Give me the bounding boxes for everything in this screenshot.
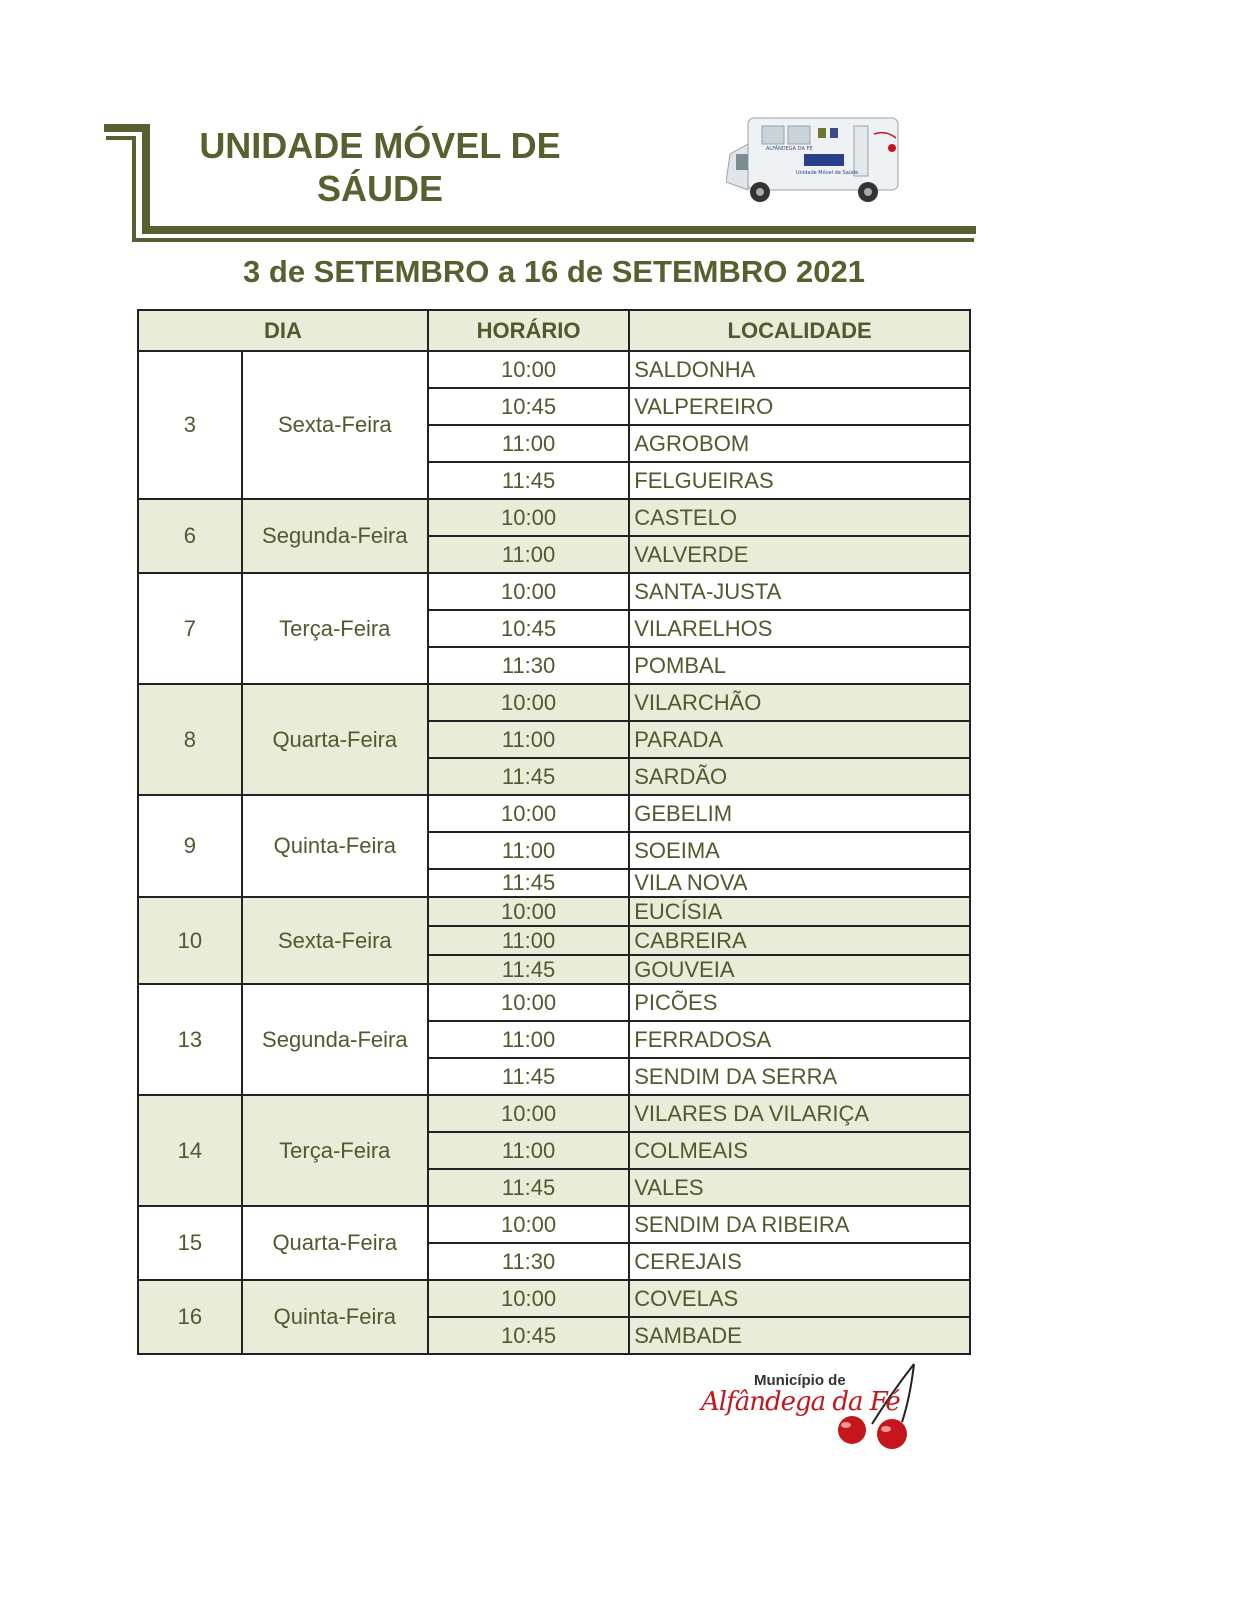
van-label: ALFÂNDEGA DA FÉ [766,146,813,152]
table-row [138,795,970,832]
location-cell: VILARCHÃO [629,684,970,721]
location-cell: PICÕES [629,984,970,1021]
day-number-cell: 10 [138,897,242,984]
time-cell: 11:00 [428,926,629,955]
location-cell: SOEIMA [629,832,970,869]
day-number-cell: 6 [138,499,242,573]
location-cell: GOUVEIA [629,955,970,984]
weekday-cell: Terça-Feira [242,573,428,684]
time-cell: 11:45 [428,869,629,897]
location-cell: VILARES DA VILARIÇA [629,1095,970,1132]
location-cell: FERRADOSA [629,1021,970,1058]
time-cell: 10:00 [428,1095,629,1132]
location-cell: COVELAS [629,1280,970,1317]
table-row [138,897,970,926]
time-cell: 11:00 [428,832,629,869]
time-cell: 10:45 [428,388,629,425]
location-cell: GEBELIM [629,795,970,832]
time-cell: 11:00 [428,1132,629,1169]
time-cell: 11:00 [428,1021,629,1058]
day-number-cell: 15 [138,1206,242,1280]
day-number-cell: 7 [138,573,242,684]
table-row [138,499,970,536]
location-cell: AGROBOM [629,425,970,462]
time-cell: 11:00 [428,721,629,758]
day-number-cell: 8 [138,684,242,795]
time-cell: 10:00 [428,684,629,721]
location-cell: VILARELHOS [629,610,970,647]
location-cell: SENDIM DA SERRA [629,1058,970,1095]
time-cell: 10:45 [428,610,629,647]
van-sign: Unidade Móvel de Saúde [796,170,859,176]
time-cell: 11:45 [428,1169,629,1206]
location-cell: CABREIRA [629,926,970,955]
location-cell: SAMBADE [629,1317,970,1354]
location-cell: VALPEREIRO [629,388,970,425]
weekday-cell: Quarta-Feira [242,1206,428,1280]
table-row [138,1095,970,1132]
time-cell: 11:00 [428,425,629,462]
location-cell: EUCÍSIA [629,897,970,926]
page-title [180,124,580,210]
time-cell: 10:45 [428,1317,629,1354]
date-range-subtitle: 3 de SETEMBRO a 16 de SETEMBRO 2021 [243,254,865,289]
location-cell: SALDONHA [629,351,970,388]
time-cell: 11:45 [428,758,629,795]
header-dia: DIA [138,310,428,351]
weekday-cell: Terça-Feira [242,1095,428,1206]
location-cell: SENDIM DA RIBEIRA [629,1206,970,1243]
weekday-cell: Sexta-Feira [242,351,428,499]
day-number-cell: 14 [138,1095,242,1206]
location-cell: COLMEAIS [629,1132,970,1169]
location-cell: SANTA-JUSTA [629,573,970,610]
day-number-cell: 3 [138,351,242,499]
table-row [138,351,970,388]
day-number-cell: 13 [138,984,242,1095]
time-cell: 11:00 [428,536,629,573]
time-cell: 10:00 [428,573,629,610]
location-cell: SARDÃO [629,758,970,795]
day-number-cell: 16 [138,1280,242,1354]
weekday-cell: Quarta-Feira [242,684,428,795]
location-cell: PARADA [629,721,970,758]
header-localidade: LOCALIDADE [629,310,970,351]
location-cell: CASTELO [629,499,970,536]
weekday-cell: Segunda-Feira [242,984,428,1095]
schedule-body [138,351,970,1354]
table-row [138,684,970,721]
time-cell: 10:00 [428,1280,629,1317]
time-cell: 11:45 [428,462,629,499]
time-cell: 11:45 [428,955,629,984]
weekday-cell: Quinta-Feira [242,1280,428,1354]
time-cell: 11:45 [428,1058,629,1095]
table-row [138,984,970,1021]
time-cell: 10:00 [428,984,629,1021]
weekday-cell: Segunda-Feira [242,499,428,573]
table-row [138,1206,970,1243]
time-cell: 11:30 [428,1243,629,1280]
table-row [138,1280,970,1317]
title-line-1: UNIDADE MÓVEL DE [199,125,561,166]
table-row [138,573,970,610]
time-cell: 10:00 [428,795,629,832]
time-cell: 11:30 [428,647,629,684]
logo-municipio-text: Município de [754,1372,846,1389]
weekday-cell: Quinta-Feira [242,795,428,897]
schedule-table [137,309,971,1355]
header-horario: HORÁRIO [428,310,629,351]
location-cell: CEREJAIS [629,1243,970,1280]
time-cell: 10:00 [428,351,629,388]
table-header-row [138,310,970,351]
location-cell: FELGUEIRAS [629,462,970,499]
location-cell: VALVERDE [629,536,970,573]
logo-town-script: Alfândega da Fé [701,1387,900,1417]
location-cell: VILA NOVA [629,869,970,897]
day-number-cell: 9 [138,795,242,897]
time-cell: 10:00 [428,897,629,926]
location-cell: POMBAL [629,647,970,684]
weekday-cell: Sexta-Feira [242,897,428,984]
time-cell: 10:00 [428,1206,629,1243]
mobile-unit-van-image [726,104,906,208]
title-line-2: SÁUDE [316,168,444,209]
location-cell: VALES [629,1169,970,1206]
time-cell: 10:00 [428,499,629,536]
